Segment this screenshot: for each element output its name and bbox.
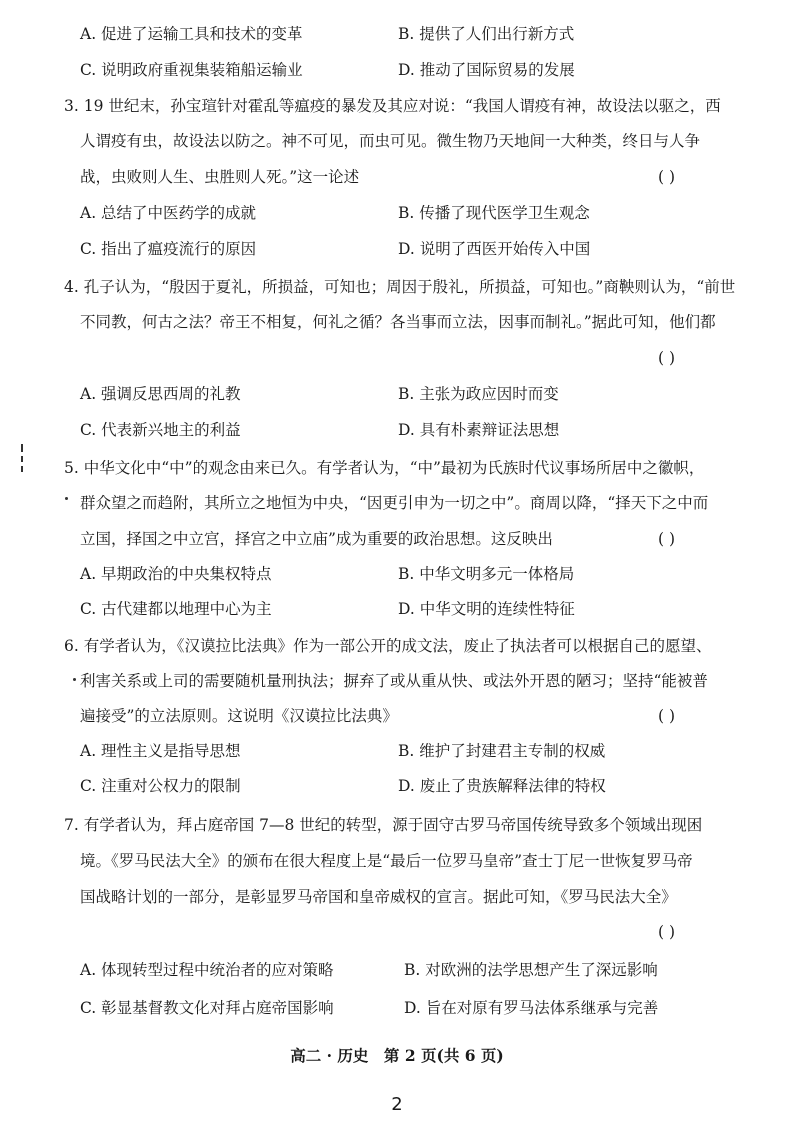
q4-answer-paren: ( ) xyxy=(658,349,676,367)
q4-option-c: C. 代表新兴地主的利益 xyxy=(80,421,241,439)
q5-stem-line-3: 立国，择国之中立宫，择宫之中立庙”成为重要的政治思想。这反映出 xyxy=(80,530,553,548)
q5-answer-paren: ( ) xyxy=(658,530,676,548)
binding-mark xyxy=(73,678,76,681)
binding-mark xyxy=(65,497,68,500)
q6-option-c: C. 注重对公权力的限制 xyxy=(80,777,241,795)
q3-option-d: D. 说明了西医开始传入中国 xyxy=(398,240,591,258)
page-footer: 高二 · 历史 第 2 页(共 6 页) xyxy=(290,1046,504,1065)
q4-stem-line-1: 4. 孔子认为，“殷因于夏礼，所损益，可知也；周因于殷礼，所损益，可知也。”商鞅则认为，“前世 xyxy=(64,278,736,296)
q7-option-a: A. 体现转型过程中统治者的应对策略 xyxy=(80,961,334,979)
q3-answer-paren: ( ) xyxy=(658,168,676,186)
q7-option-c: C. 彰显基督教文化对拜占庭帝国影响 xyxy=(80,999,334,1017)
q2-option-b: B. 提供了人们出行新方式 xyxy=(398,25,575,43)
q6-answer-paren: ( ) xyxy=(658,707,676,725)
q5-option-d: D. 中华文明的连续性特征 xyxy=(398,600,575,618)
q4-option-b: B. 主张为政应因时而变 xyxy=(398,385,559,403)
q3-stem-line-1: 3. 19 世纪末，孙宝瑄针对霍乱等瘟疫的暴发及其应对说：“我国人谓疫有神，故设法以驱之，西 xyxy=(64,97,721,115)
q4-option-d: D. 具有朴素辩证法思想 xyxy=(398,421,560,439)
q7-stem-line-3: 国战略计划的一部分，是彰显罗马帝国和皇帝威权的宣言。据此可知，《罗马民法大全》 xyxy=(80,888,677,906)
q2-option-a: A. 促进了运输工具和技术的变革 xyxy=(80,25,303,43)
q6-option-b: B. 维护了封建君主专制的权威 xyxy=(398,742,606,760)
q2-option-c: C. 说明政府重视集装箱船运输业 xyxy=(80,61,303,79)
q6-stem-line-2: 利害关系或上司的需要随机量刑执法；摒弃了或从重从快、或法外开恩的陋习；坚持“能被普 xyxy=(80,672,708,690)
q7-answer-paren: ( ) xyxy=(658,923,676,941)
binding-mark xyxy=(21,456,23,462)
q7-stem-line-1: 7. 有学者认为，拜占庭帝国 7—8 世纪的转型，源于固守古罗马帝国传统导致多个领域出现困 xyxy=(64,816,703,834)
q7-option-d: D. 旨在对原有罗马法体系继承与完善 xyxy=(404,999,659,1017)
binding-mark xyxy=(21,444,23,452)
page-number: 2 xyxy=(391,1094,403,1115)
binding-mark xyxy=(21,466,23,472)
q3-option-b: B. 传播了现代医学卫生观念 xyxy=(398,204,590,222)
q5-option-c: C. 古代建都以地理中心为主 xyxy=(80,600,272,618)
q7-option-b: B. 对欧洲的法学思想产生了深远影响 xyxy=(404,961,658,979)
q3-stem-line-2: 人谓疫有虫，故设法以防之。神不可见，而虫可见。微生物乃天地间一大种类，终日与人争 xyxy=(80,132,701,150)
q4-stem-line-2: 不同教，何古之法？帝王不相复，何礼之循？各当事而立法，因事而制礼。”据此可知，他们都 xyxy=(80,313,716,331)
q3-option-c: C. 指出了瘟疫流行的原因 xyxy=(80,240,257,258)
q7-stem-line-2: 境。《罗马民法大全》的颁布在很大程度上是“最后一位罗马皇帝”查士丁尼一世恢复罗马帝 xyxy=(80,852,693,870)
q6-stem-line-1: 6. 有学者认为，《汉谟拉比法典》作为一部公开的成文法，废止了执法者可以根据自己的愿望、 xyxy=(64,637,712,655)
q4-option-a: A. 强调反思西周的礼教 xyxy=(80,385,241,403)
q3-stem-line-3: 战，虫败则人生、虫胜则人死。”这一论述 xyxy=(80,168,360,186)
q6-option-d: D. 废止了贵族解释法律的特权 xyxy=(398,777,606,795)
q5-stem-line-2: 群众望之而趋附，其所立之地恒为中央，“因更引申为一切之中”。商周以降，“择天下之中而 xyxy=(80,494,709,512)
q5-option-b: B. 中华文明多元一体格局 xyxy=(398,565,575,583)
q6-stem-line-3: 遍接受”的立法原则。这说明《汉谟拉比法典》 xyxy=(80,707,398,725)
q6-option-a: A. 理性主义是指导思想 xyxy=(80,742,241,760)
q5-stem-line-1: 5. 中华文化中“中”的观念由来已久。有学者认为，“中”最初为氏族时代议事场所居中之徽帜， xyxy=(64,459,705,477)
q3-option-a: A. 总结了中医药学的成就 xyxy=(80,204,257,222)
q2-option-d: D. 推动了国际贸易的发展 xyxy=(398,61,575,79)
q5-option-a: A. 早期政治的中央集权特点 xyxy=(80,565,272,583)
